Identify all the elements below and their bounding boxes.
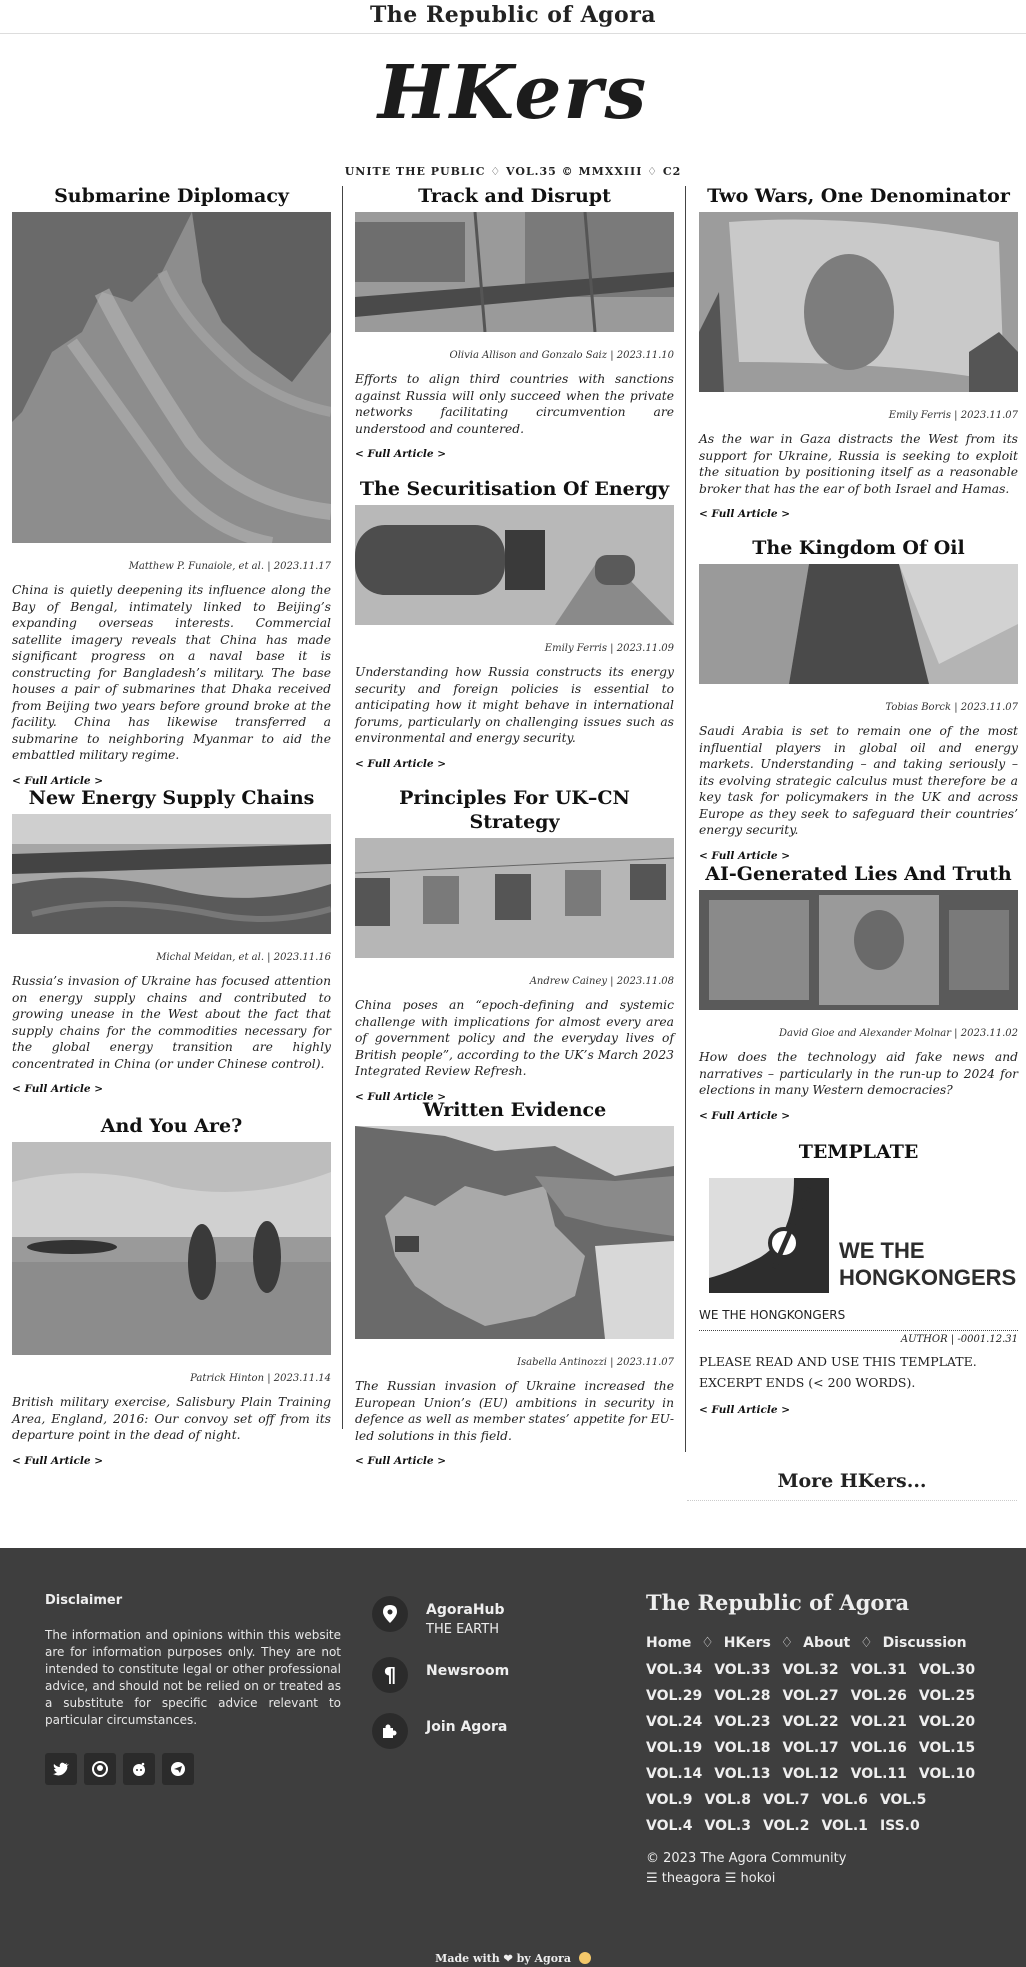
article-byline: Andrew Cainey | 2023.11.08 [529,976,674,987]
agorahub-sub: THE EARTH [426,1622,499,1637]
article-kingdom-oil [699,536,1018,862]
article-byline: Tobias Borck | 2023.11.07 [885,702,1018,713]
volume-link[interactable]: VOL.33 [714,1662,771,1678]
article-ai-lies [699,862,1018,1122]
article-title[interactable]: And You Are? [100,1115,243,1137]
volume-link[interactable]: VOL.12 [782,1766,839,1782]
footer-navigation [646,1590,996,1889]
footer-main-nav [646,1635,996,1651]
volume-link[interactable]: VOL.30 [918,1662,976,1678]
article-byline: Patrick Hinton | 2023.11.14 [190,1373,331,1384]
article-two-wars [699,184,1018,520]
volume-link[interactable]: VOL.21 [850,1714,907,1730]
soldiers-beach-image[interactable] [12,1142,331,1355]
disclaimer-text: The information and opinions within this website are for information purposes only. They are not intended to constitute legal or other professional advice, and should not be relied on or treated as a substitute for specific advice relevant to particular circumstances. [45,1628,341,1727]
volume-link[interactable]: VOL.11 [850,1766,907,1782]
article-byline: Olivia Allison and Gonzalo Saiz | 2023.11.10 [449,350,674,361]
join-agora-link[interactable] [372,1713,612,1749]
location-pin-icon [372,1596,408,1632]
copyright: © 2023 The Agora Community [646,1851,847,1866]
nav-separator: ♢ [701,1635,714,1651]
nav-discussion[interactable]: Discussion [882,1635,967,1651]
volume-link[interactable]: VOL.28 [714,1688,771,1704]
column-divider [685,186,686,1452]
coal-yard-image[interactable] [12,814,331,934]
social-links [45,1753,341,1785]
volume-link[interactable]: VOL.14 [646,1766,703,1782]
volume-link[interactable]: VOL.16 [850,1740,907,1756]
issue-tagline: UNITE THE PUBLIC ♢ VOL.35 © MMXXIII ♢ C2 [344,165,682,178]
volume-link[interactable]: VOL.22 [782,1714,839,1730]
article-title[interactable]: Track and Disrupt [418,185,611,207]
smiley-icon [579,1952,591,1964]
article-byline: Matthew P. Funaiole, et al. | 2023.11.17 [128,561,331,572]
full-article-link[interactable]: < Full Article > [699,849,791,862]
article-template [699,1140,1018,1416]
article-excerpt: As the war in Gaza distracts the West from its support for Ukraine, Russia is seeking to exploit the situation by positioning itself as a reasonable broker that has the ear of both Israel and Hamas. [699,432,1018,496]
article-excerpt: Russia’s invasion of Ukraine has focused attention on energy supply chains and contributed to growing unease in the West about the fact that supply chains for the commodities necessary for the global energy transition are highly concentrated in China (or under Chinese control). [12,974,331,1071]
article-byline: Isabella Antinozzi | 2023.11.07 [517,1357,674,1368]
volume-link[interactable]: VOL.34 [646,1662,703,1678]
volume-link[interactable]: VOL.23 [714,1714,771,1730]
agorahub-link[interactable] [372,1596,612,1637]
puzzle-icon [372,1713,408,1749]
volume-link[interactable]: VOL.20 [918,1714,976,1730]
volume-link[interactable]: VOL.25 [918,1688,976,1704]
europe-map-image[interactable] [355,1126,674,1339]
full-article-link[interactable]: < Full Article > [355,1090,447,1103]
github-icon[interactable] [84,1753,116,1785]
footer-disclaimer [45,1593,341,1785]
article-byline: AUTHOR | -0001.12.31 [699,1330,1018,1345]
nav-home[interactable]: Home [646,1635,692,1651]
volume-link[interactable]: VOL.7 [762,1792,810,1808]
volume-link[interactable]: VOL.2 [762,1818,810,1834]
masthead-logo[interactable]: HKers [377,50,649,136]
article-excerpt: Understanding how Russia constructs its energy security and foreign policies is essential to anticipating how it might behave in international forums, particularly on challenging issues such as environmental and energy security. [355,665,674,745]
article-grid [0,180,1026,1480]
volume-link[interactable]: VOL.26 [850,1688,907,1704]
article-energy-chains [12,786,331,1095]
join-agora-label[interactable]: Join Agora [426,1719,508,1735]
template-body-line2: EXCERPT ENDS (< 200 WORDS). [699,1375,916,1390]
article-title[interactable]: The Securitisation Of Energy [359,478,670,500]
column-divider [342,186,343,1429]
volume-link[interactable]: VOL.13 [714,1766,771,1782]
article-excerpt: How does the technology aid fake news and narratives – particularly in the run-up to 2024 for elections in many Western democracies? [699,1050,1018,1097]
reddit-icon[interactable] [123,1753,155,1785]
volume-link[interactable]: VOL.4 [646,1818,693,1834]
article-track [355,184,674,460]
oil-train-image[interactable] [355,505,674,625]
article-byline: Emily Ferris | 2023.11.07 [888,410,1018,421]
volume-link[interactable]: VOL.5 [879,1792,927,1808]
site-brand[interactable]: The Republic of Agora [369,2,657,28]
template-caption: WE THE HONGKONGERS [699,1308,846,1322]
full-article-link[interactable]: < Full Article > [699,1109,791,1122]
template-body-line1: PLEASE READ AND USE THIS TEMPLATE. [699,1354,977,1369]
volume-link[interactable]: VOL.3 [704,1818,751,1834]
article-title[interactable]: Principles For UK–CN Strategy [399,787,630,833]
full-article-link[interactable]: < Full Article > [12,774,104,787]
hongkongers-logo[interactable] [699,1168,1018,1298]
full-article-link[interactable]: < Full Article > [12,1454,104,1467]
telegram-icon[interactable] [162,1753,194,1785]
satellite-image[interactable] [12,212,331,543]
article-principles [355,786,674,1103]
article-title[interactable]: TEMPLATE [798,1141,919,1163]
volume-link[interactable]: VOL.32 [782,1662,839,1678]
article-submarine [12,184,331,787]
volume-link[interactable]: VOL.31 [850,1662,907,1678]
made-with-line [0,1952,1026,1965]
full-article-link[interactable]: < Full Article > [355,757,447,770]
article-excerpt: The Russian invasion of Ukraine increased the European Union’s (EU) ambitions in security in defence as well as member states’ appetite for EU-led solutions in this field. [355,1379,674,1443]
logo-text-line1: WE THE [839,1238,925,1263]
ai-screens-image[interactable] [699,890,1018,1010]
footer-links [372,1596,612,1769]
site-footer [0,1548,1026,1967]
volume-link[interactable]: ISS.0 [879,1818,920,1834]
full-article-link[interactable]: < Full Article > [699,1404,791,1416]
made-with-text: Made with ❤ by Agora [435,1952,571,1965]
article-written-evidence [355,1098,674,1467]
article-title[interactable]: Submarine Diplomacy [54,185,289,207]
article-byline: David Gioe and Alexander Molnar | 2023.11.02 [779,1028,1018,1039]
article-byline: Michal Meidan, et al. | 2023.11.16 [156,952,331,963]
article-excerpt: Efforts to align third countries with sanctions against Russia will only succeed when the private networks facilitating circumvention are understood and countered. [355,372,674,436]
article-excerpt: China poses an “epoch-defining and systemic challenge with implications for almost every area of government policy and the everyday lives of British people”, according to the UK’s March 2023 Integrated Review Refresh. [355,998,674,1078]
footer-brand[interactable]: The Republic of Agora [646,1590,910,1615]
volume-link[interactable]: VOL.27 [782,1688,839,1704]
skyscraper-image[interactable] [699,564,1018,684]
full-article-link[interactable]: < Full Article > [355,448,447,460]
volume-link[interactable]: VOL.1 [821,1818,868,1834]
article-excerpt: China is quietly deepening its influence along the Bay of Bengal, intimately linked to Beijing’s expanding overseas interests. Commercial satellite imagery reveals that China has made significant progress on a naval base it is constructing for Bangladesh’s military. The base houses a pair of submarines that Dhaka received from Beijing two years before ground broke at the facility. China has likewise transferred a submarine to neighboring Myanmar to aid the embattled military regime. [12,583,331,762]
article-title[interactable]: AI-Generated Lies And Truth [705,863,1012,885]
article-excerpt: British military exercise, Salisbury Plain Training Area, England, 2016: Our convoy set off from its departure point in the dead of night. [12,1395,331,1442]
site-brand-bar[interactable] [0,0,1026,34]
article-securitisation [355,477,674,770]
article-title[interactable]: Two Wars, One Denominator [707,185,1010,207]
volume-link[interactable]: VOL.19 [646,1740,703,1756]
twitter-icon[interactable] [45,1753,77,1785]
volume-link[interactable]: VOL.8 [704,1792,751,1808]
credits: ☰ theagora ☰ hokoi [646,1871,776,1886]
volume-links [646,1657,996,1839]
volume-link[interactable]: VOL.18 [714,1740,771,1756]
logo-text-line2: HONGKONGERS [839,1265,1017,1290]
full-article-link[interactable]: < Full Article > [699,508,791,520]
article-title[interactable]: Written Evidence [422,1099,607,1121]
nav-separator: ♢ [860,1635,873,1651]
newsroom-link[interactable] [372,1657,612,1693]
volume-link[interactable]: VOL.17 [782,1740,839,1756]
volume-link[interactable]: VOL.24 [646,1714,703,1730]
nav-separator: ♢ [780,1635,794,1651]
volume-link[interactable]: VOL.9 [646,1792,693,1808]
nav-hkers[interactable]: HKers [723,1635,771,1651]
disclaimer-title: Disclaimer [45,1593,123,1608]
article-byline: Emily Ferris | 2023.11.09 [544,643,674,654]
volume-link[interactable]: VOL.10 [918,1766,976,1782]
more-hkers-link[interactable]: More HKers... [687,1470,1017,1501]
flag-portrait-image[interactable] [699,212,1018,392]
agorahub-label[interactable]: AgoraHub [426,1602,505,1618]
paragraph-icon: ¶ [372,1657,408,1693]
volume-link[interactable]: VOL.6 [821,1792,868,1808]
article-and-you-are [12,1114,331,1467]
container-port-image[interactable] [355,212,674,332]
volume-link[interactable]: VOL.29 [646,1688,703,1704]
article-title[interactable]: New Energy Supply Chains [28,787,315,809]
full-article-link[interactable]: < Full Article > [355,1455,447,1467]
article-title[interactable]: The Kingdom Of Oil [752,537,965,559]
flags-image[interactable] [355,838,674,958]
article-excerpt: Saudi Arabia is set to remain one of the most influential players in global oil and energy markets. Understanding – and taking seriously – its evolving strategic calculus must therefore be a key task for policymakers in the UK and across Europe as they seek to safeguard their countries’ energy security. [699,724,1018,837]
newsroom-label[interactable]: Newsroom [426,1663,510,1679]
full-article-link[interactable]: < Full Article > [12,1083,104,1095]
nav-about[interactable]: About [803,1635,851,1651]
volume-link[interactable]: VOL.15 [918,1740,976,1756]
